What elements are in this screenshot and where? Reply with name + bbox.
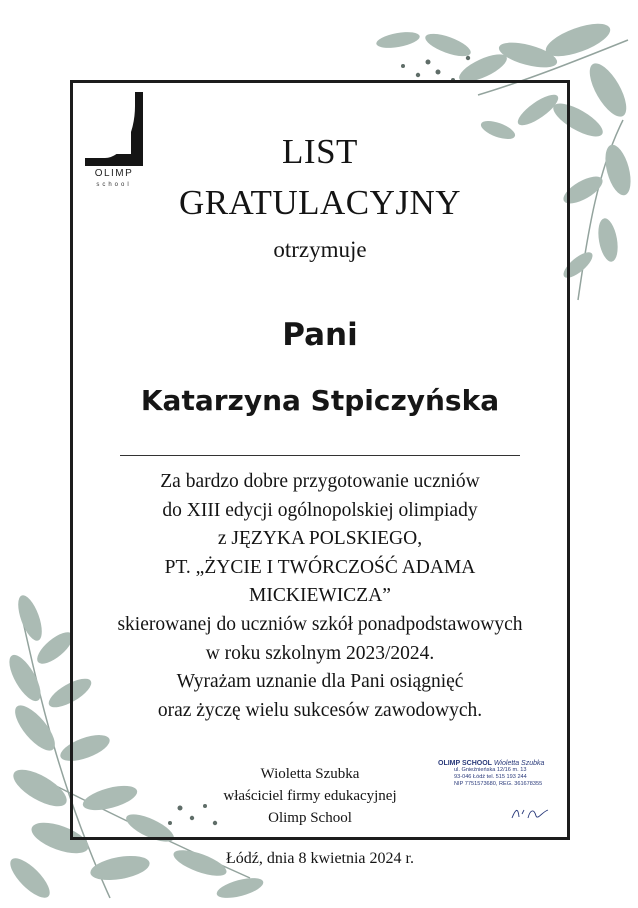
- logo-tagline: school: [96, 182, 132, 188]
- body-line: do XIII edycji ogólnopolskiej olimpiady: [162, 499, 478, 521]
- signatory-name: Wioletta Szubka: [260, 766, 360, 782]
- stamp-title: OLIMP SCHOOL Wioletta Szubka: [438, 760, 545, 767]
- divider-line: [120, 455, 520, 456]
- body-line: Za bardzo dobre przygotowanie uczniów: [160, 471, 480, 492]
- body-line: w roku szkolnym 2023/2024.: [205, 642, 435, 664]
- body-line: skierowanej do uczniów szkół ponadpodstawowych: [117, 613, 523, 635]
- handwritten-signature: [510, 804, 550, 822]
- stamp-city-phone: 93-046 Łódź tel. 515 193 244: [454, 774, 527, 780]
- signatory-block: [180, 763, 440, 829]
- receives-label: otrzymuje: [273, 237, 367, 262]
- stamp-ids: NIP 7751573680, REG. 361678355: [454, 781, 543, 787]
- body-line: z JĘZYKA POLSKIEGO,: [217, 528, 423, 550]
- body-line: MICKIEWICZA”: [249, 585, 391, 607]
- place-date: Łódź, dnia 8 kwietnia 2024 r.: [226, 850, 414, 867]
- stamp-owner: Wioletta Szubka: [493, 760, 545, 767]
- body-line: Wyrażam uznanie dla Pani osiągnięć: [176, 671, 464, 693]
- logo-name: OLIMP: [94, 168, 134, 179]
- certificate-title-line1: LIST: [282, 132, 358, 171]
- signatory-company: Olimp School: [268, 810, 352, 826]
- salutation: Pani: [282, 317, 358, 353]
- stamp-address: ul. Gnieźnieńska 12/16 m. 13: [454, 767, 527, 773]
- body-line: oraz życzę wielu sukcesów zawodowych.: [157, 699, 483, 721]
- company-stamp: [438, 760, 563, 830]
- certificate-body: [70, 468, 570, 725]
- signatory-role: właściciel firmy edukacyjnej: [223, 788, 397, 804]
- body-line: PT. „ŻYCIE I TWÓRCZOŚĆ ADAMA: [164, 556, 476, 578]
- certificate-title-line2: GRATULACYJNY: [178, 183, 462, 222]
- recipient-name: Katarzyna Stpiczyńska: [140, 384, 500, 417]
